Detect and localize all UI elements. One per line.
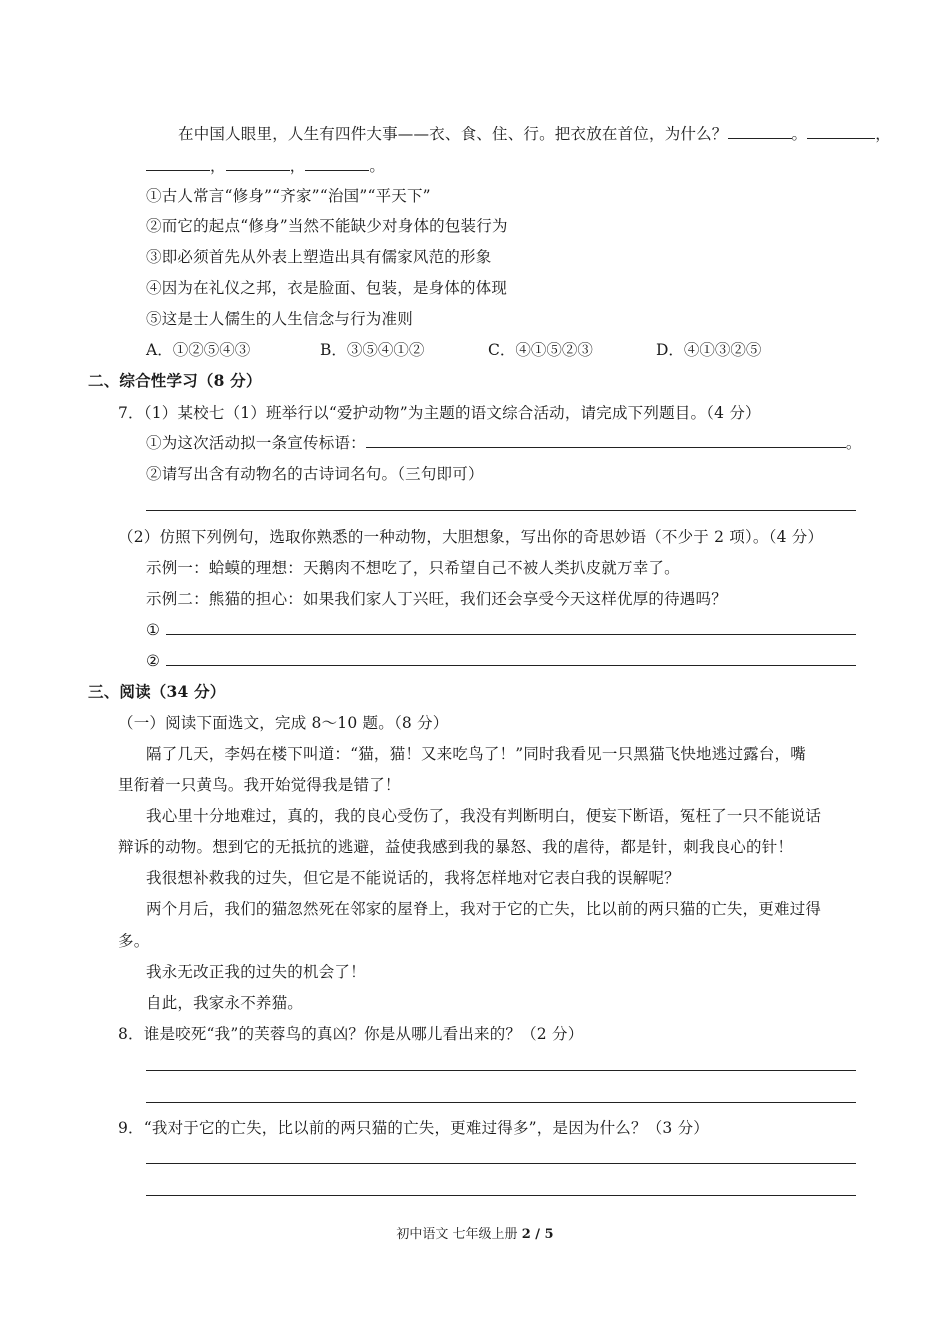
q6-option-d[interactable]: D．④①③②⑤ <box>656 341 762 359</box>
q6-item-3: ③即必须首先从外表上塑造出具有儒家风范的形象 <box>146 248 492 266</box>
passage-line-9: 自此，我家永不养猫。 <box>146 994 304 1012</box>
q6-item-5: ⑤这是士人儒生的人生信念与行为准则 <box>146 310 413 328</box>
q6-blank-5[interactable] <box>305 156 369 171</box>
q7-example-1: 示例一：蛤蟆的理想：天鹅肉不想吃了，只希望自己不被人类扒皮就万幸了。 <box>146 559 680 577</box>
passage-line-2: 里衔着一只黄鸟。我开始觉得我是错了！ <box>118 776 401 794</box>
q6-item-1: ①古人常言“修身”“齐家”“治国”“平天下” <box>146 187 431 205</box>
passage-line-8: 我永无改正我的过失的机会了！ <box>146 963 366 981</box>
q6-stem-text: 在中国人眼里，人生有四件大事——衣、食、住、行。把衣放在首位，为什么？ <box>178 125 728 143</box>
passage-line-1: 隔了几天，李妈在楼下叫道：“猫，猫！又来吃鸟了！”同时我看见一只黑猫飞快地逃过露台，嘴 <box>146 745 806 763</box>
passage-line-3: 我心里十分地难过，真的，我的良心受伤了，我没有判断明白，便妄下断语，冤枉了一只不能说话 <box>146 807 822 825</box>
q7-1-prompt: ①为这次活动拟一条宣传标语： 。 <box>146 434 862 452</box>
reading-part1-intro: （一）阅读下面选文，完成 8～10 题。（8 分） <box>118 714 449 732</box>
page-number: 2 / 5 <box>521 1227 554 1242</box>
passage-line-5: 我很想补救我的过失，但它是不能说话的，我将怎样地对它表白我的误解呢？ <box>146 869 680 887</box>
footer-text: 初中语文 七年级上册 <box>396 1227 522 1242</box>
q6-blank-1[interactable] <box>728 124 792 139</box>
q6-option-b[interactable]: B．③⑤④①② <box>320 341 425 359</box>
q6-item-4: ④因为在礼仪之邦，衣是脸面、包装，是身体的体现 <box>146 279 508 297</box>
q8-answer-line-1[interactable] <box>146 1070 856 1071</box>
q7-answer-label-2: ② <box>146 652 161 670</box>
q7-part2-stem: （2）仿照下列例句，选取你熟悉的一种动物，大胆想象，写出你的奇思妙语（不少于 2 项）。（4 分） <box>118 528 824 546</box>
q7-answer-label-1: ① <box>146 621 161 639</box>
q6-option-a[interactable]: A．①②⑤④③ <box>146 341 251 359</box>
q9-stem: 9．“我对于它的亡失，比以前的两只猫的亡失，更难过得多”，是因为什么？（3 分） <box>118 1119 710 1137</box>
q9-answer-line-2[interactable] <box>146 1195 856 1196</box>
q6-blank-3[interactable] <box>146 156 210 171</box>
q6-stem-line1: 在中国人眼里，人生有四件大事——衣、食、住、行。把衣放在首位，为什么？ 。 ， <box>178 125 891 143</box>
q7-2-answer-line[interactable] <box>146 510 856 511</box>
q7-stem: 7．（1）某校七（1）班举行以“爱护动物”为主题的语文综合活动，请完成下列题目。（4 分） <box>118 404 761 422</box>
q6-option-c[interactable]: C．④①⑤②③ <box>488 341 593 359</box>
q6-blank-4[interactable] <box>226 156 290 171</box>
q6-blank-2[interactable] <box>807 124 875 139</box>
passage-line-4: 辩诉的动物。想到它的无抵抗的逃避，益使我感到我的暴怒、我的虐待，都是针，刺我良心的针！ <box>118 838 794 856</box>
section2-heading: 二、综合性学习（8 分） <box>88 371 262 390</box>
q9-answer-line-1[interactable] <box>146 1163 856 1164</box>
q8-stem: 8．谁是咬死“我”的芙蓉鸟的真凶？你是从哪儿看出来的？（2 分） <box>118 1025 584 1043</box>
q7-example-2: 示例二：熊猫的担心：如果我们家人丁兴旺，我们还会享受今天这样优厚的待遇吗？ <box>146 590 727 608</box>
q7-2-prompt: ②请写出含有动物名的古诗词名句。（三句即可） <box>146 465 484 483</box>
q8-answer-line-2[interactable] <box>146 1102 856 1103</box>
q6-stem-line2: ， ， 。 <box>146 156 385 176</box>
passage-line-7: 多。 <box>118 932 150 950</box>
q6-item-2: ②而它的起点“修身”当然不能缺少对身体的包装行为 <box>146 217 508 235</box>
page-footer <box>0 1226 950 1244</box>
q7-answer-line-1[interactable] <box>166 634 856 635</box>
passage-line-6: 两个月后，我们的猫忽然死在邻家的屋脊上，我对于它的亡失，比以前的两只猫的亡失，更难过得 <box>146 900 822 918</box>
q7-slogan-blank[interactable] <box>366 433 846 448</box>
q7-answer-line-2[interactable] <box>166 665 856 666</box>
section3-heading: 三、阅读（34 分） <box>88 682 226 701</box>
